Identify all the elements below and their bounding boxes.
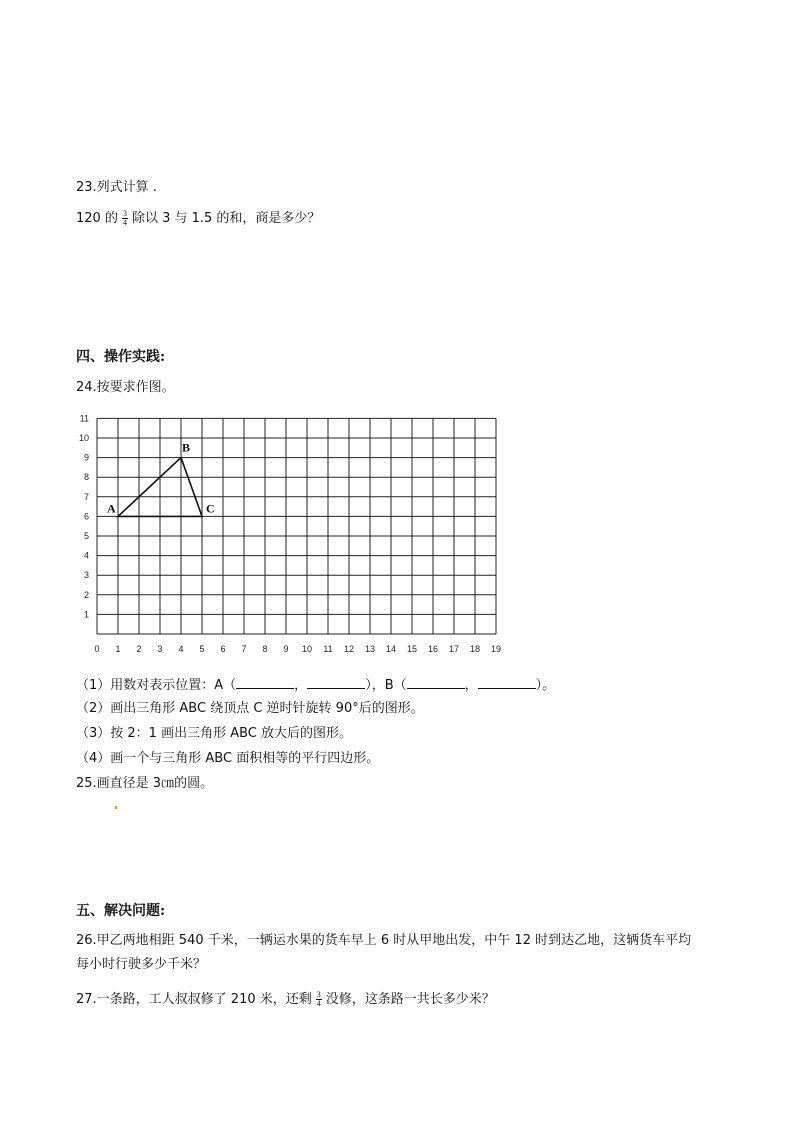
answer-blank-b-x[interactable]: [407, 676, 465, 689]
y-tick-label: 3: [83, 570, 89, 581]
q23-text-after: 除以 3 与 1.5 的和，商是多少？: [131, 211, 321, 226]
stray-mark: [115, 806, 117, 809]
section-5-heading: 五、解决问题:: [76, 903, 166, 919]
y-tick-label: 8: [83, 472, 89, 483]
x-tick-label: 9: [283, 644, 289, 654]
x-tick-label: 5: [199, 644, 205, 654]
x-tick-label: 3: [157, 644, 163, 654]
q26-line-2: 每小时行驶多少千米？: [76, 957, 207, 972]
x-tick-label: 6: [220, 644, 226, 654]
q24-title: 24.按要求作图。: [76, 380, 175, 395]
x-tick-label: 4: [178, 644, 184, 654]
x-tick-label: 12: [343, 644, 355, 654]
x-tick-label: 11: [323, 644, 333, 654]
q24-comma-2: ，: [464, 678, 478, 693]
q27-text-before: 27.一条路，工人叔叔修了 210 米，还剩: [76, 992, 312, 1007]
answer-blank-a-x[interactable]: [236, 676, 294, 689]
q24-comma-1: ，: [294, 678, 308, 693]
q24-item-1-text-b: ），B（: [365, 678, 407, 693]
q24-item-3: （3）按 2：1 画出三角形 ABC 放大后的图形。: [76, 726, 353, 741]
q23-text-before: 120 的: [76, 211, 118, 226]
q24-item-1-text-c: ）。: [535, 678, 556, 693]
y-tick-label: 9: [83, 452, 89, 463]
x-tick-label: 2: [136, 644, 142, 654]
answer-blank-a-y[interactable]: [307, 676, 365, 689]
fraction-numerator: 3: [122, 209, 127, 218]
coordinate-grid: [76, 408, 516, 660]
x-tick-label: 13: [364, 644, 376, 654]
q24-item-2: （2）画出三角形 ABC 绕顶点 C 逆时针旋转 90°后的图形。: [76, 701, 424, 716]
x-tick-label: 19: [490, 644, 502, 654]
x-tick-label: 8: [262, 644, 268, 654]
q24-item-1-text-a: （1）用数对表示位置：A（: [76, 678, 237, 693]
q27-text: [76, 991, 495, 1008]
fraction-denominator: 4: [122, 218, 127, 227]
x-tick-label: 0: [94, 644, 100, 654]
q26-line-1: 26.甲乙两地相距 540 千米，一辆运水果的货车早上 6 时从甲地出发，中午 12 时到达乙地，这辆货车平均: [76, 933, 692, 948]
q24-item-1: [76, 676, 555, 694]
q25-title: 25.画直径是 3㎝的圆。: [76, 776, 214, 791]
q24-item-4: （4）画一个与三角形 ABC 面积相等的平行四边形。: [76, 751, 380, 766]
q23-title: 23.列式计算 .: [76, 180, 157, 195]
fraction-denominator: 4: [316, 999, 321, 1008]
vertex-label-b: B: [182, 440, 191, 455]
answer-blank-b-y[interactable]: [478, 676, 536, 689]
y-tick-label: 5: [83, 531, 89, 541]
q27-fraction: [316, 991, 322, 1008]
x-tick-label: 16: [427, 644, 439, 654]
section-4-heading: 四、操作实践:: [76, 349, 166, 365]
q23-text: [76, 210, 320, 227]
y-tick-label: 10: [78, 433, 89, 443]
y-tick-label: 7: [83, 491, 89, 502]
x-tick-label: 14: [385, 644, 397, 654]
y-tick-label: 2: [83, 589, 89, 600]
y-tick-label: 11: [79, 413, 89, 424]
y-tick-label: 1: [83, 609, 89, 620]
vertex-label-c: C: [206, 501, 215, 516]
vertex-label-a: A: [107, 501, 116, 516]
q23-fraction: [122, 210, 128, 227]
x-tick-label: 15: [406, 644, 418, 654]
x-tick-label: 10: [301, 644, 313, 654]
x-tick-label: 18: [469, 644, 481, 654]
x-tick-label: 7: [241, 644, 247, 654]
y-tick-label: 6: [83, 511, 89, 522]
x-tick-label: 1: [115, 644, 121, 654]
y-tick-label: 4: [83, 550, 89, 561]
q27-text-after: 没修，这条路一共长多少米？: [325, 992, 495, 1007]
fraction-numerator: 3: [316, 990, 321, 999]
x-tick-label: 17: [448, 644, 460, 654]
